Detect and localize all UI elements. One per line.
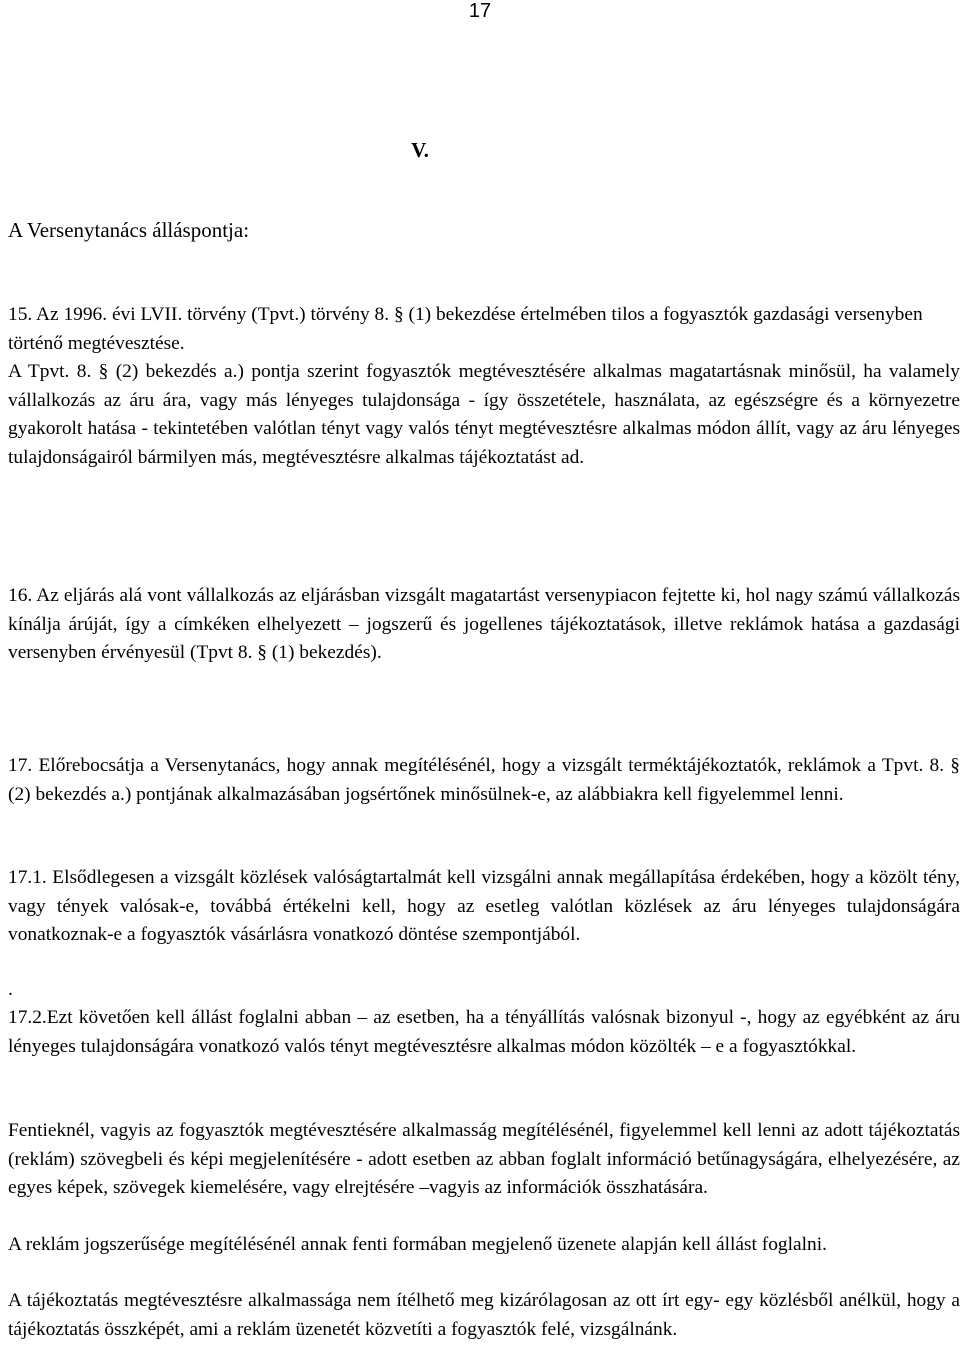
- paragraph-16: [8, 582, 960, 668]
- page-number: 17: [468, 0, 492, 22]
- paragraph-fentieknel-text: Fentieknél, vagyis az fogyasztók megtévesztésére alkalmasság megítélésénél, figyelemmel kell lenni az adott tájékoztatás (reklám) szövegbeli és képi megjelenítésére - adott esetben az abban foglalt információ betűnagyságára, elhelyezésére, az egyes képek, szövegek kiemelésére, vagy elrejtésére –vagyis az információk összhatására.: [8, 1120, 960, 1199]
- paragraph-tajekoztatas-text: A tájékoztatás megtévesztésre alkalmassága nem ítélhető meg kizárólagosan az ott írt egy- egy közlésből anélkül, hogy a tájékoztatás összképét, ami a reklám üzenetét közvetíti a fogyasztók felé, vizsgálnánk.: [8, 1290, 960, 1340]
- paragraph-17-1-text: 17.1. Elsődlegesen a vizsgált közlések valóságtartalmát kell vizsgálni annak megállapítása érdekében, hogy a közölt tény, vagy tények valósak-e, továbbá értékelni kell, hogy az esetleg valótlan közlések az áru lényeges tulajdonságára vonatkoznak-e a fogyasztók vásárlásra vonatkozó döntése szempontjából.: [8, 867, 960, 946]
- paragraph-17: [8, 752, 960, 809]
- paragraph-tajekoztatas: [8, 1287, 960, 1344]
- paragraph-15-tpvt-text: A Tpvt. 8. § (2) bekezdés a.) pontja szerint fogyasztók megtévesztésére alkalmas magatartásnak minősül, ha valamely vállalkozás az áru ára, vagy más lényeges tulajdonsága - így összetétele, használata, az egészségre és a környezetre gyakorolt hatása - tekintetében valótlan tényt vagy valós tényt megtévesztésre alkalmas módon állít, vagy az áru lényeges tulajdonságairól bármilyen más, megtévesztésre alkalmas tájékoztatást ad.: [8, 361, 960, 468]
- paragraph-17-2: [8, 1004, 960, 1061]
- separator-dot: [8, 976, 960, 1005]
- paragraph-17-text: 17. Előrebocsátja a Versenytanács, hogy annak megítélésénél, hogy a vizsgált terméktájékoztatók, reklámok a Tpvt. 8. § (2) bekezdés a.) pontjának alkalmazásában jogsértőnek minősülnek-e, az alábbiakra kell figyelemmel lenni.: [8, 755, 960, 805]
- paragraph-reklam-text: A reklám jogszerűsége megítélésénél annak fenti formában megjelenő üzenete alapján kell állást foglalni.: [8, 1234, 827, 1255]
- paragraph-reklam: [8, 1231, 960, 1260]
- separator-dot-text: .: [8, 979, 13, 1000]
- section-heading: V.: [411, 138, 429, 162]
- paragraph-15-tpvt: [8, 358, 960, 472]
- paragraph-15: [8, 301, 960, 358]
- paragraph-17-1: [8, 864, 960, 950]
- paragraph-fentieknel: [8, 1117, 960, 1203]
- sub-heading: A Versenytanács álláspontja:: [8, 218, 250, 242]
- paragraph-17-2-text: 17.2.Ezt követően kell állást foglalni abban – az esetben, ha a tényállítás valósnak bizonyul -, hogy az egyébként az áru lényeges tulajdonságára vonatkozó valós tényt megtévesztésre alkalmas módon közölték – e a fogyasztókkal.: [8, 1007, 960, 1057]
- paragraph-15-text: 15. Az 1996. évi LVII. törvény (Tpvt.) törvény 8. § (1) bekezdése értelmében tilos a fogyasztók gazdasági versenyben történő megtévesztése.: [8, 304, 923, 354]
- paragraph-16-text: 16. Az eljárás alá vont vállalkozás az eljárásban vizsgált magatartást versenypiacon fejtette ki, hol nagy számú vállalkozás kínálja árúját, így a címkéken elhelyezett – jogszerű és jogellenes tájékoztatások, illetve reklámok hatása a gazdasági versenyben érvényesül (Tpvt 8. § (1) bekezdés).: [8, 585, 960, 664]
